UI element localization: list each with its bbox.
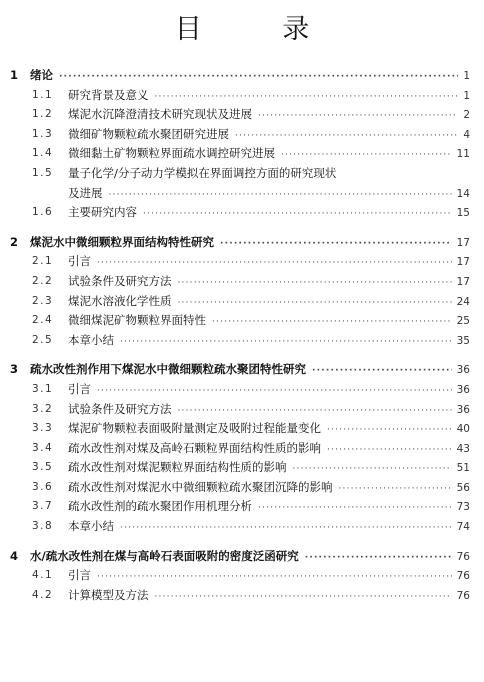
toc-entry-number: 1 [10,68,19,82]
toc-entry-number: 1.1 [32,88,54,101]
toc-page-number: 35 [456,334,470,347]
toc-entry-number: 1.4 [32,147,54,160]
toc-entry-title: 煤泥水沉降澄清技术研究现状及进展 [68,107,252,122]
toc-entry-title: 及进展 [68,185,103,200]
toc-entry-number: 1.5 [32,166,54,179]
toc-page-number: 36 [456,403,470,416]
toc-section-entry[interactable] [0,144,484,164]
toc-entry-number: 3.2 [32,402,54,415]
toc-page-number: 15 [456,207,470,220]
toc-entry-number: 3.8 [32,520,54,533]
toc-entry-title: 主要研究内容 [68,205,137,220]
toc-entry-title: 疏水改性剂作用下煤泥水中微细颗粒疏水聚团特性研究 [30,362,306,377]
toc-entry-number: 2.3 [32,294,54,307]
toc-page-number: 56 [456,481,470,494]
toc-entry-number: 3.5 [32,461,54,474]
toc-entry-title: 试验条件及研究方法 [68,401,172,416]
toc-page-number: 25 [456,315,470,328]
toc-entry-number: 1.2 [32,108,54,121]
toc-entry-title: 微细煤泥矿物颗粒界面特性 [68,313,206,328]
toc-entry-number: 3.6 [32,480,54,493]
page-title: 目 录 [174,14,346,45]
toc-entry-title: 煤泥矿物颗粒表面吸附量测定及吸附过程能量变化 [68,421,321,436]
toc-chapter-entry[interactable] [0,66,484,86]
toc-entry-number: 2 [10,234,19,249]
toc-entry-title: 引言 [68,381,91,396]
toc-section-entry[interactable] [0,586,484,606]
toc-entry-title: 煤泥水中微细颗粒界面结构特性研究 [30,234,214,249]
toc-entry-number: 4.1 [32,569,54,582]
toc-entry-title: 水/疏水改性剂在煤与高岭石表面吸附的密度泛函研究 [30,548,299,563]
toc-section-entry[interactable] [0,400,484,420]
toc-entry-title: 疏水改性剂的疏水聚团作用机理分析 [68,499,252,514]
toc-page-number: 17 [456,275,470,288]
toc-page-number: 36 [456,364,470,377]
toc-entry-number: 3.7 [32,500,54,513]
toc-page-number: 2 [463,109,470,122]
toc-entry-number: 2.4 [32,314,54,327]
toc-entry-title: 引言 [68,568,91,583]
toc-page-number: 40 [456,423,470,436]
toc-entry-title: 疏水改性剂对煤泥水中微细颗粒疏水聚团沉降的影响 [68,479,333,494]
toc-entry-number: 2.5 [32,333,54,346]
toc-entry-title: 引言 [68,254,91,269]
toc-entry-number: 3 [10,362,19,377]
toc-entry-number: 3.3 [32,422,54,435]
toc-page-number: 76 [456,589,470,602]
toc-entry-number: 3.1 [32,382,54,395]
toc-page-number: 1 [463,89,470,102]
toc-section-entry[interactable] [0,203,484,223]
toc-entry-title: 疏水改性剂对煤及高岭石颗粒界面结构性质的影响 [68,440,321,455]
toc-page-number: 43 [456,442,470,455]
toc-entry-title: 微细黏土矿物颗粒界面疏水调控研究进展 [68,146,275,161]
toc-entry-title: 煤泥水溶液化学性质 [68,293,172,308]
toc-page-number: 76 [456,550,470,563]
toc-entry-title-line1: 量子化学/分子动力学模拟在界面调控方面的研究现状 [68,165,337,180]
toc-chapter-entry[interactable] [0,233,484,253]
toc-section-entry[interactable] [0,292,484,312]
toc-entry-title: 本章小结 [68,519,114,534]
toc-entry-title: 本章小结 [68,332,114,347]
table-of-contents [0,66,484,605]
toc-chapter-entry[interactable] [0,547,484,567]
toc-entry-number: 2.1 [32,255,54,268]
toc-entry-number: 1.6 [32,206,54,219]
dot-leader [120,333,452,353]
toc-section-entry[interactable] [0,517,484,537]
toc-section-entry[interactable] [0,458,484,478]
toc-section-entry[interactable] [0,566,484,586]
toc-entry-title: 研究背景及意义 [68,87,149,102]
toc-section-entry[interactable] [0,478,484,498]
toc-section-entry[interactable] [0,331,484,351]
toc-section-entry[interactable] [0,497,484,517]
toc-section-entry[interactable] [0,125,484,145]
toc-section-entry[interactable] [0,419,484,439]
toc-page-number: 11 [456,148,470,161]
toc-entry-title: 疏水改性剂对煤泥颗粒界面结构性质的影响 [68,460,287,475]
toc-entry-number: 4.2 [32,588,54,601]
toc-entry-number: 4 [10,548,19,563]
toc-page-number: 1 [463,70,470,82]
toc-page-number: 73 [456,501,470,514]
toc-page-number: 17 [456,256,470,269]
toc-section-entry[interactable] [0,86,484,106]
toc-entry-title: 试验条件及研究方法 [68,273,172,288]
toc-page-number: 14 [456,187,470,200]
toc-section-entry[interactable] [0,105,484,125]
toc-section-entry[interactable] [0,272,484,292]
dot-leader [143,205,452,225]
toc-section-entry[interactable] [0,439,484,459]
toc-chapter-entry[interactable] [0,360,484,380]
toc-entry-title: 微细矿物颗粒疏水聚团研究进展 [68,126,229,141]
toc-section-entry[interactable] [0,164,484,203]
toc-page-number: 36 [456,383,470,396]
toc-page-number: 4 [463,128,470,141]
toc-page-number: 76 [456,570,470,583]
toc-page-number: 51 [456,462,470,475]
toc-entry-title: 绪论 [30,68,53,82]
toc-page-number: 17 [456,236,470,249]
dot-leader [120,519,452,539]
toc-section-entry[interactable] [0,380,484,400]
toc-entry-title: 计算模型及方法 [68,587,149,602]
toc-entry-number: 1.3 [32,127,54,140]
toc-entry-number: 3.4 [32,441,54,454]
toc-page-number: 24 [456,295,470,308]
toc-entry-number: 2.2 [32,274,54,287]
toc-section-entry[interactable] [0,311,484,331]
toc-section-entry[interactable] [0,252,484,272]
toc-page-number: 74 [456,521,470,534]
dot-leader [155,588,452,608]
